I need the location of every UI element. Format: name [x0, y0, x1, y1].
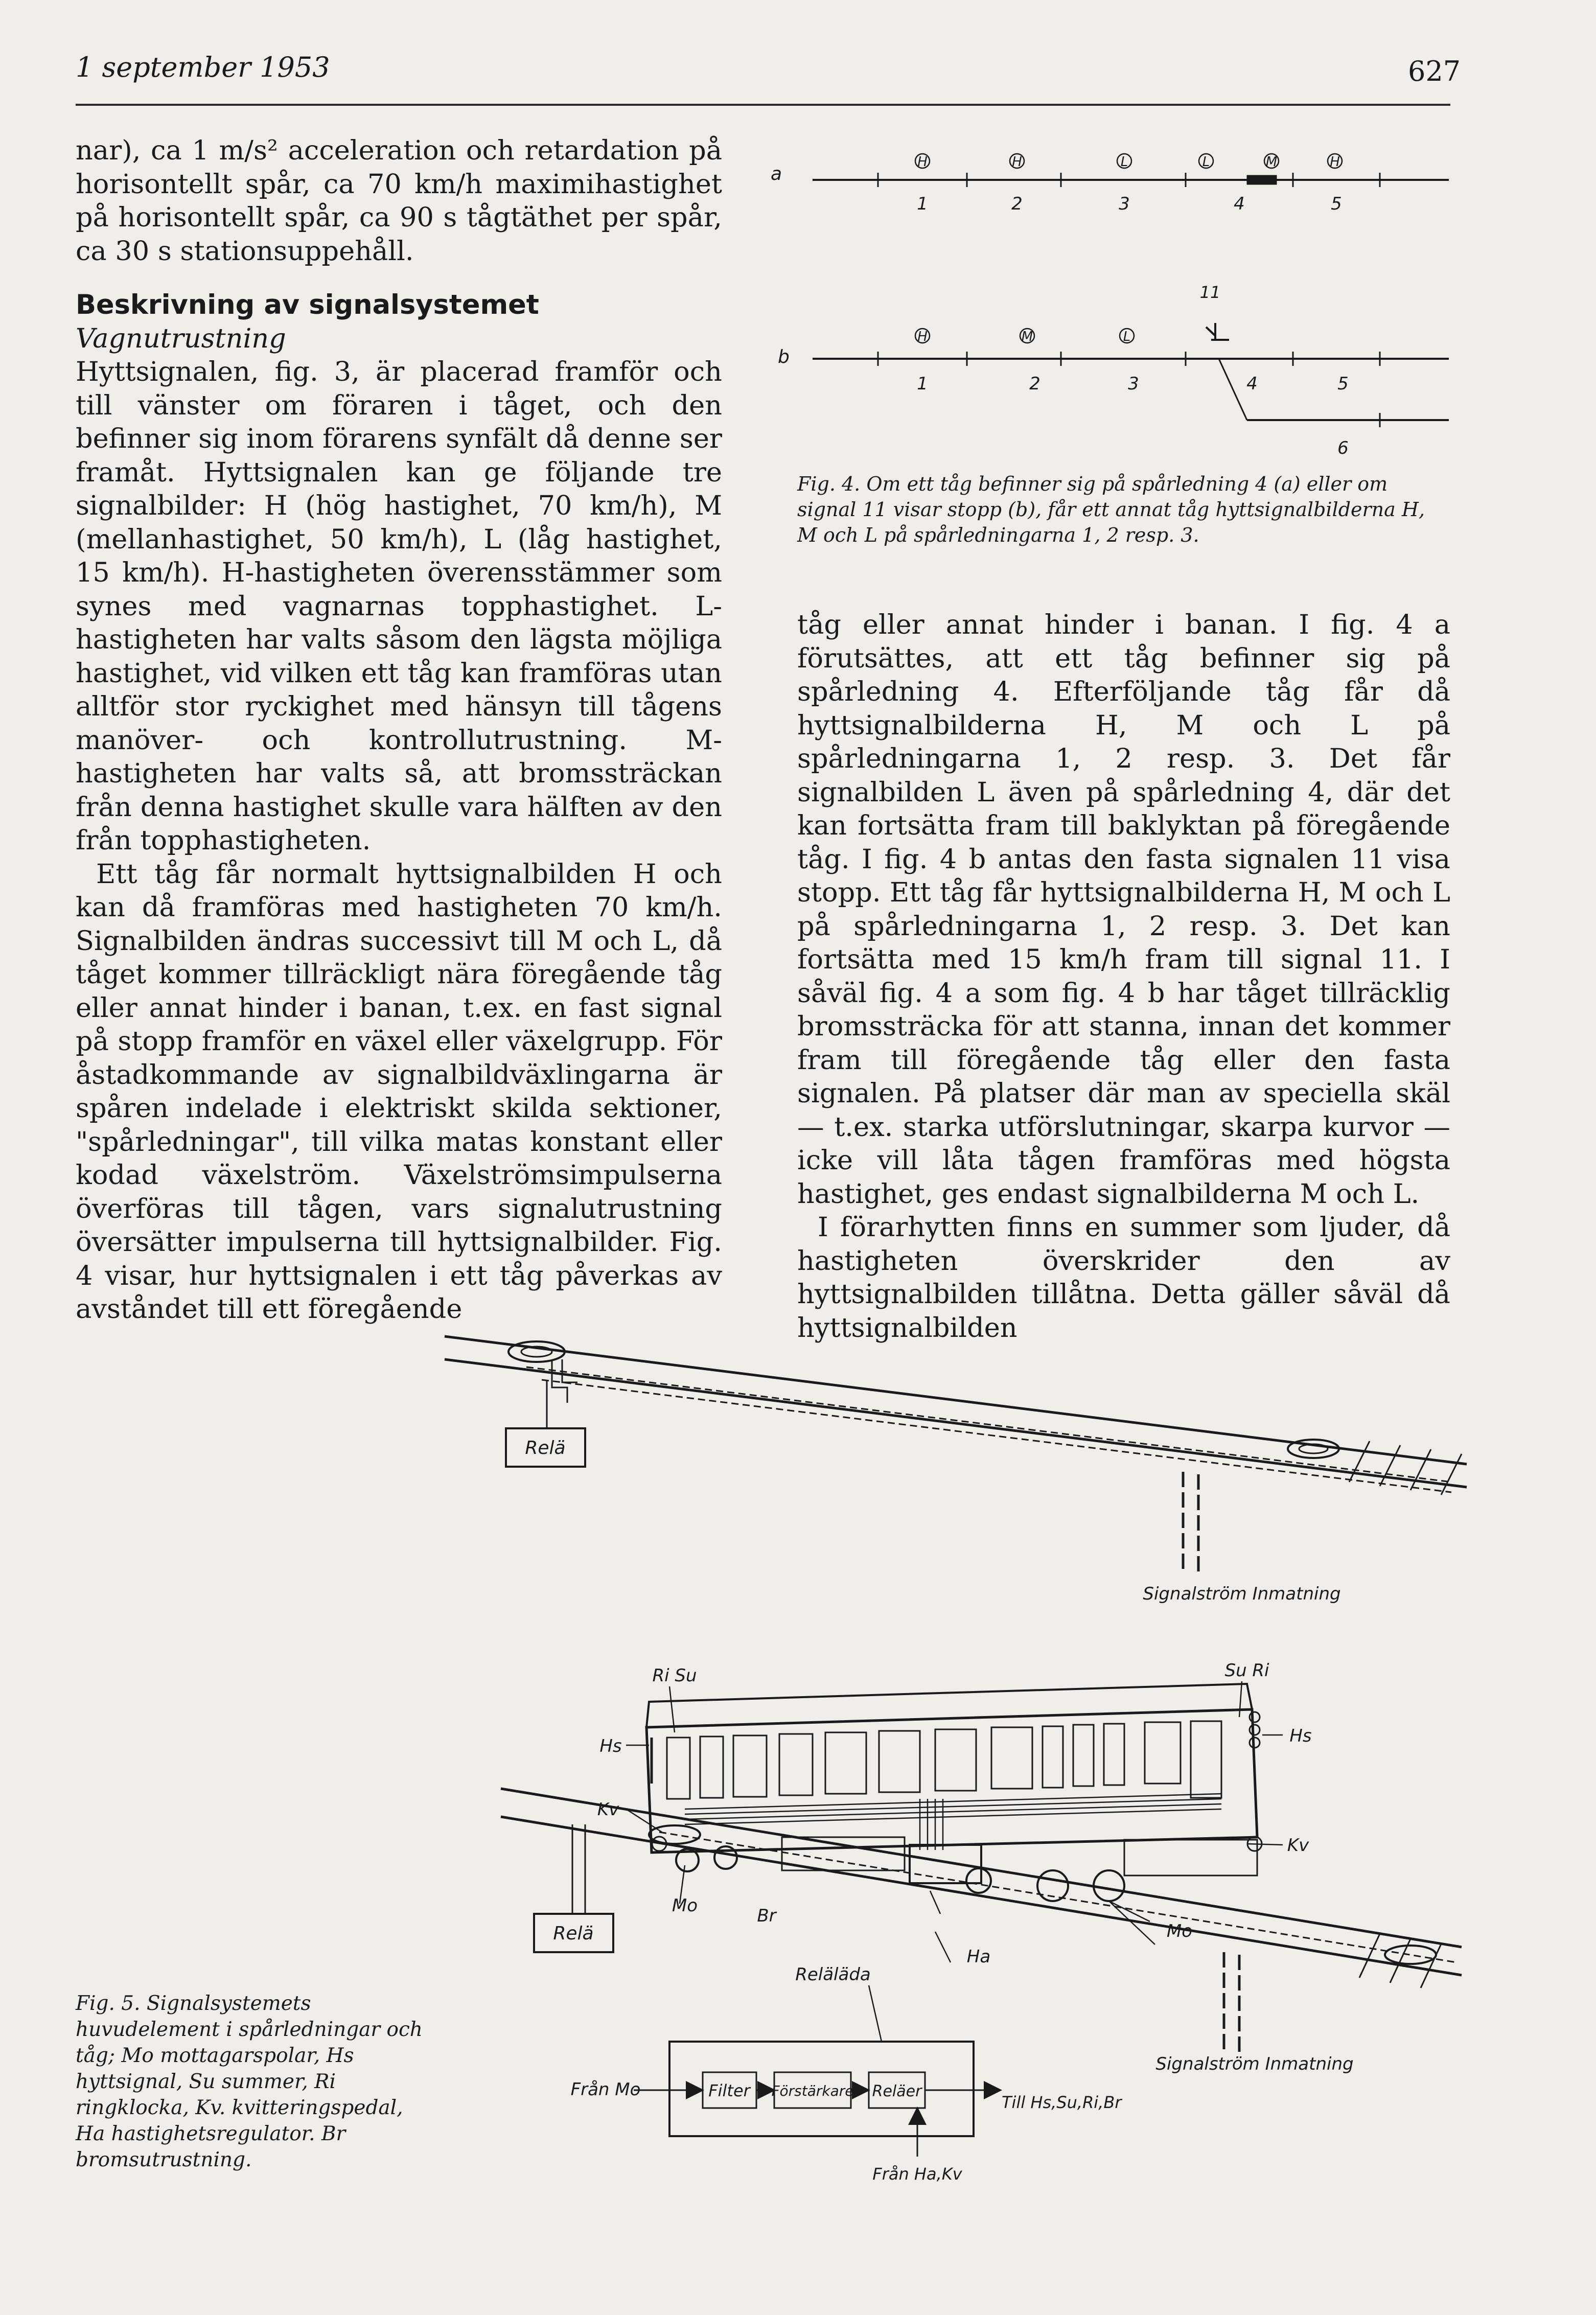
- fig5-label-mo-right: Mo: [1166, 1921, 1193, 1941]
- fig4-caption: Fig. 4. Om ett tåg befinner sig på spårledning 4 (a) eller om signal 11 visar stopp (b), får ett annat tåg hyttsignalbilderna H, M och L på spårledningarna 1, 2 resp. 3.: [797, 473, 1425, 546]
- fig4-a-signal-5: M: [1265, 154, 1278, 170]
- fig5-label-kv-right: Kv: [1287, 1835, 1309, 1856]
- fig4-a-signal-4: L: [1202, 154, 1210, 170]
- fig5-label-ha: Ha: [966, 1947, 991, 1967]
- fig4-diagram: [771, 154, 1449, 458]
- fig4-row-b-label: b: [778, 346, 790, 367]
- fig4-train-a: [1247, 175, 1277, 184]
- fig5-label-su-ri: Su Ri: [1224, 1660, 1269, 1681]
- fig5-diagram: [445, 1336, 1467, 2184]
- fig5-label-rela-bottom: Relä: [553, 1923, 594, 1944]
- relays-label: Reläer: [872, 2082, 922, 2100]
- fig4-b-section-2: 2: [1029, 374, 1040, 394]
- fig5-caption: Fig. 5. Signalsystemets huvudelement i spårledningar och tåg; Mo mottagarspolar, Hs hyttsignal, Su summer, Ri ringklocka, Kv. kvitteringspedal, Ha hastighetsregulator. Br bromsutrustning.: [76, 1992, 423, 2171]
- fig4-b-section-3: 3: [1128, 374, 1139, 394]
- fig5-lower-track: [501, 1789, 1462, 2054]
- fig4-a-signal-6: H: [1330, 154, 1340, 170]
- fig5-label-hs-left: Hs: [599, 1736, 622, 1756]
- fig5-label-rela-top: Relä: [525, 1438, 566, 1459]
- fig4-a-section-2: 2: [1011, 194, 1023, 214]
- fig4-a-signal-2: H: [1012, 154, 1022, 170]
- paragraph-summer: I förarhytten finns en summer som ljuder, då hastigheten överskrider den av hyttsignalbilden tillåtna. Detta gäller såväl då hyttsignalbilden: [797, 1212, 1450, 1344]
- fig4-a-section-5: 5: [1331, 194, 1342, 214]
- fig4-b-signal-1: H: [917, 329, 928, 344]
- paragraph-intro: nar), ca 1 m/s² acceleration och retardation på horisontellt spår, ca 70 km/h maximihastighet på horisontellt spår, ca 90 s tågtäthet per spår, ca 30 s stationsuppehåll.: [76, 135, 722, 267]
- fig5-leader-lines: [626, 1681, 1283, 1962]
- fig5-relay-box-diagram: [571, 1985, 1123, 2184]
- fig4-a-signal-1: H: [917, 154, 928, 170]
- filter-label: Filter: [708, 2081, 750, 2100]
- fig5-label-signalstrom-top: Signalström Inmatning: [1143, 1584, 1341, 1604]
- fig5-label-signalstrom-bottom: Signalström Inmatning: [1155, 2054, 1354, 2074]
- fixed-signal-11-icon: [1206, 323, 1229, 340]
- subsection-heading: Vagnutrustning: [76, 322, 286, 354]
- page-number: 627: [1408, 55, 1461, 87]
- fig5-label-till: Till Hs,Su,Ri,Br: [1002, 2093, 1122, 2112]
- fig5-label-fran-ha: Från Ha,Kv: [872, 2164, 962, 2184]
- fig4-b-section-4: 4: [1246, 374, 1258, 394]
- running-header-date: 1 september 1953: [76, 51, 330, 83]
- fig5-label-fran-mo: Från Mo: [570, 2079, 641, 2100]
- fig4-branch-b: [1219, 359, 1247, 420]
- paragraph-fig4-explanation: tåg eller annat hinder i banan. I fig. 4 a förutsättes, att ett tåg befinner sig på spårledning 4. Efterföljande tåg får då hyttsignalbilderna H, M och L på spårledningarna 1, 2 resp. 3. Det får signalbilden L även på spårledning 4, där det kan fortsätta fram till baklyktan på föregående tåg. I fig. 4 b antas den fasta signalen 11 visa stopp. Ett tåg får hyttsignalbilderna H, M och L på spårledningarna 1, 2 resp. 3. Det kan fortsätta med 15 km/h fram till signal 11. I såväl fig. 4 a som fig. 4 b har tåget tillräcklig bromssträcka för att stanna, innan det kommer fram till föregående tåg eller den fasta signalen. På platser där man av speciella skäl — t.ex. starka utförslutningar, skarpa kurvor — icke vill låta tågen framföras med högsta hastighet, ges endast signalbilderna M och L.: [797, 609, 1450, 1210]
- fig5-label-kv-left: Kv: [597, 1799, 619, 1820]
- fig5-upper-track: [445, 1336, 1467, 1574]
- section-heading: Beskrivning av signalsystemet: [76, 289, 539, 320]
- fig4-row-a-label: a: [771, 164, 782, 184]
- fig4-b-section-6: 6: [1337, 438, 1349, 458]
- fig4-a-signal-3: L: [1120, 154, 1128, 170]
- fig4-b-signal-number: 11: [1199, 283, 1221, 302]
- fig5-label-br: Br: [757, 1906, 776, 1926]
- fig5-label-relalada: Reläläda: [795, 1964, 871, 1985]
- fig4-b-signal-2: M: [1021, 329, 1033, 344]
- fig4-a-section-4: 4: [1234, 194, 1245, 214]
- paragraph-hyttsignal: Hyttsignalen, fig. 3, är placerad framför och till vänster om föraren i tåget, och den befinner sig inom förarens synfält då denne ser framåt. Hyttsignalen kan ge följande tre signalbilder: H (hög hastighet, 70 km/h), M (mellanhastighet, 50 km/h), L (låg hastighet, 15 km/h). H-hastigheten överensstämmer som synes med vagnarnas topphastighet. L-hastigheten har valts såsom den lägsta möjliga hastighet, vid vilken ett tåg kan framföras utan alltför stor ryckighet med hänsyn till tågens manöver- och kontrollutrustning. M-hastigheten har valts så, att bromssträckan från denna hastighet skulle vara hälften av den från topphastigheten.: [76, 356, 722, 856]
- paragraph-signalbild: Ett tåg får normalt hyttsignalbilden H och kan då framföras med hastigheten 70 km/h. Signalbilden ändras successivt till M och L, då tåget kommer tillräckligt nära föregående tåg eller annat hinder i banan, t.ex. en fast signal på stopp framför en växel eller växelgrupp. För åstadkommande av signalbildväxlingarna är spåren indelade i elektriskt skilda sektioner, "spårledningar", till vilka matas konstant eller kodad växelström. Växelströmsimpulserna överföras till tågen, vars signalutrustning översätter impulserna till hyttsignalbilder. Fig. 4 visar, hur hyttsignalen i ett tåg påverkas av avståndet till ett föregående: [76, 858, 722, 1325]
- fig5-label-hs-right: Hs: [1289, 1726, 1312, 1746]
- fig4-row-a-signals: [915, 154, 1342, 168]
- amplifier-label: Förstärkare: [771, 2082, 854, 2099]
- fig4-b-section-1: 1: [917, 374, 928, 394]
- train-car: [646, 1684, 1262, 1901]
- fig4-a-section-3: 3: [1119, 194, 1130, 214]
- fig4-a-section-1: 1: [917, 194, 928, 214]
- fig4-b-signal-3: L: [1123, 329, 1131, 344]
- fig5-label-mo-left: Mo: [672, 1895, 698, 1916]
- fig4-b-section-5: 5: [1337, 374, 1349, 394]
- fig5-label-ri-su: Ri Su: [652, 1665, 697, 1686]
